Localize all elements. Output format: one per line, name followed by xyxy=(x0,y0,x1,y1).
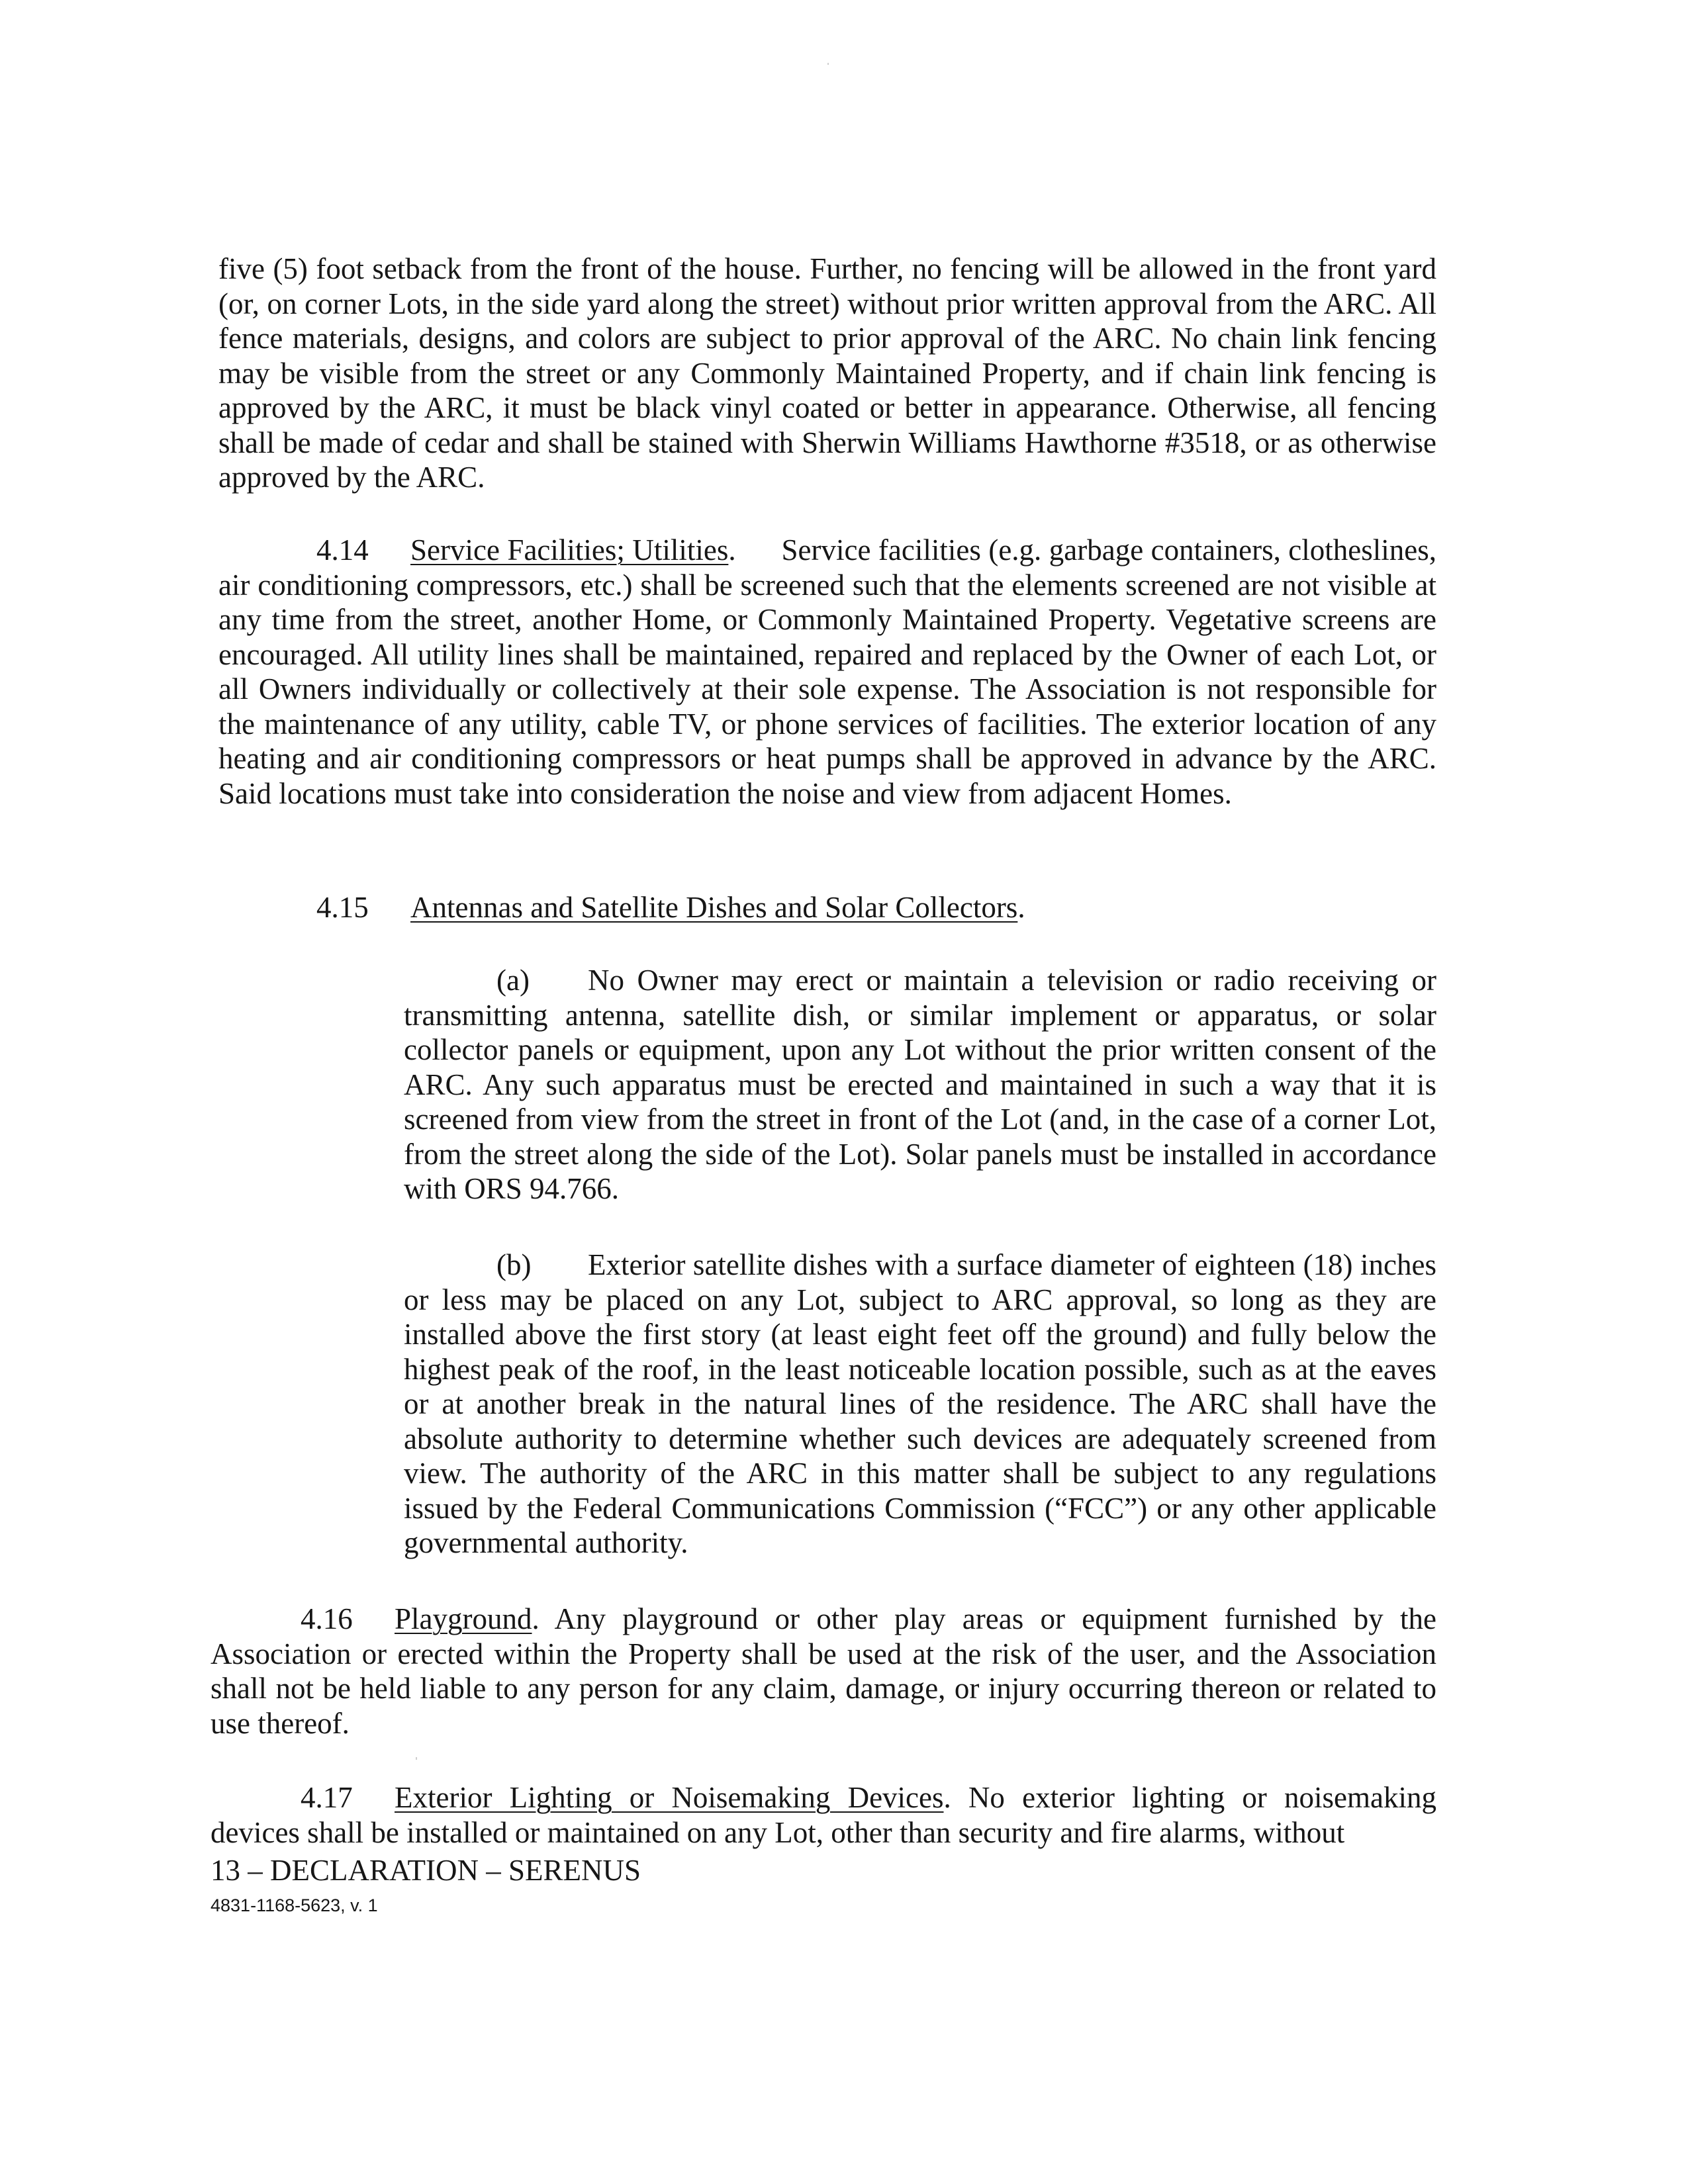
subsection-4-15-b xyxy=(404,1248,1436,1561)
section-4-17: 4.17 Exterior Lighting or Noisemaking Devices. No exterior lighting or noisemaking devices shall be installed or maintained on any Lot, other than security and fire alarms, without xyxy=(211,1781,1436,1849)
section-heading: Playground xyxy=(395,1602,532,1635)
footer-page-title: 13 – DECLARATION – SERENUS xyxy=(211,1854,641,1887)
section-heading: Service Facilities; Utilities xyxy=(410,533,729,567)
section-heading: Exterior Lighting or Noisemaking Devices xyxy=(395,1781,944,1814)
subsection-label: (a) xyxy=(496,964,530,997)
section-number: 4.15 xyxy=(316,891,369,924)
section-number: 4.14 xyxy=(316,533,369,567)
section-4-16: 4.16 Playground. Any playground or other play areas or equipment furnished by the Association or erected within the Property shall be used at the risk of the user, and the Association shall not be held liable to any person for any claim, damage, or injury occurring thereon or related to use thereof. xyxy=(211,1602,1436,1740)
subsection-body: No Owner may erect or maintain a television or radio receiving or transmitting antenna, satellite dish, or similar implement or apparatus, or solar collector panels or equipment, upon any Lot without the prior written consent of the ARC. Any such apparatus must be erected and maintained in such a way that it is screened from view from the street in front of the Lot (and, in the case of a corner Lot, from the street along the side of the Lot). Solar panels must be installed in accordance with ORS 94.766. xyxy=(404,964,1436,1205)
subsection-body: Exterior satellite dishes with a surface diameter of eighteen (18) inches or less may be placed on any Lot, subject to ARC approval, so long as they are installed above the first story (at least eight feet off the ground) and fully below the highest peak of the roof, in the least noticeable location possible, such as at the eaves or at another break in the natural lines of the residence. The ARC shall have the absolute authority to determine whether such devices are adequately screened from view. The authority of the ARC in this matter shall be subject to any regulations issued by the Federal Communications Commission (“FCC”) or any other applicable governmental authority. xyxy=(404,1248,1436,1559)
section-number: 4.16 xyxy=(301,1602,353,1635)
footer-document-id: 4831-1168-5623, v. 1 xyxy=(211,1895,378,1915)
section-4-15: 4.15 Antennas and Satellite Dishes and Solar Collectors. xyxy=(316,891,1025,924)
section-4-14: 4.14 Service Facilities; Utilities. Service facilities (e.g. garbage containers, clotheslines, air conditioning compressors, etc.) shall be screened such that the elements screened are not visible at any time from the street, another Home, or Commonly Maintained Property. Vegetative screens are encouraged. All utility lines shall be maintained, repaired and replaced by the Owner of each Lot, or all Owners individually or collectively at their sole expense. The Association is not responsible for the maintenance of any utility, cable TV, or phone services of facilities. The exterior location of any heating and air conditioning compressors or heat pumps shall be approved in advance by the ARC. Said locations must take into consideration the noise and view from adjacent Homes. xyxy=(218,533,1437,810)
scan-speck xyxy=(827,63,829,65)
section-number: 4.17 xyxy=(301,1781,353,1814)
section-body: No exterior lighting or noisemaking devices shall be installed or maintained on any Lot, other than security and fire alarms, without xyxy=(211,1781,1436,1849)
subsection-label: (b) xyxy=(496,1248,532,1281)
section-body: Service facilities (e.g. garbage containers, clotheslines, air conditioning compressors, etc.) shall be screened such that the elements screened are not visible at any time from the street, another Home, or Commonly Maintained Property. Vegetative screens are encouraged. All utility lines shall be maintained, repaired and replaced by the Owner of each Lot, or all Owners individually or collectively at their sole expense. The Association is not responsible for the maintenance of any utility, cable TV, or phone services of facilities. The exterior location of any heating and air conditioning compressors or heat pumps shall be approved in advance by the ARC. Said locations must take into consideration the noise and view from adjacent Homes. xyxy=(218,533,1437,810)
section-body: Any playground or other play areas or equipment furnished by the Association or erected within the Property shall be used at the risk of the user, and the Association shall not be held liable to any person for any claim, damage, or injury occurring thereon or related to use thereof. xyxy=(211,1602,1436,1740)
subsection-4-15-a xyxy=(404,963,1436,1206)
scan-speck xyxy=(416,1757,417,1760)
section-heading: Antennas and Satellite Dishes and Solar Collectors xyxy=(410,891,1018,924)
continuation-paragraph: five (5) foot setback from the front of the house. Further, no fencing will be allowed in the front yard (or, on corner Lots, in the side yard along the street) without prior written approval from the ARC. All fence materials, designs, and colors are subject to prior approval of the ARC. No chain link fencing may be visible from the street or any Commonly Maintained Property, and if chain link fencing is approved by the ARC, it must be black vinyl coated or better in appearance. Otherwise, all fencing shall be made of cedar and shall be stained with Sherwin Williams Hawthorne #3518, or as otherwise approved by the ARC. xyxy=(218,252,1436,494)
